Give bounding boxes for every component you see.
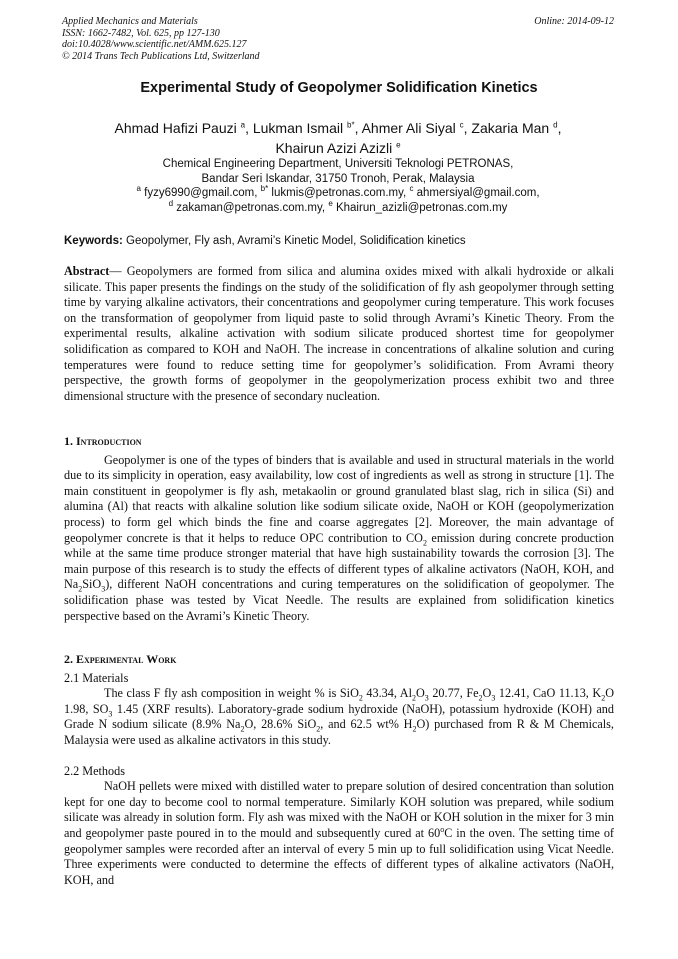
keywords-label: Keywords: bbox=[64, 235, 123, 247]
text-run: O 1.98, SO bbox=[64, 686, 615, 716]
subsection-heading: 2.1 Materials bbox=[64, 670, 129, 685]
journal-name: Applied Mechanics and Materials bbox=[62, 16, 198, 27]
affiliation-line: Chemical Engineering Department, Universiti Teknologi PETRONAS, bbox=[162, 158, 514, 170]
author-list: Ahmad Hafizi Pauzi $^a$, Lukman Ismail $^{b*}$, Ahmer Ali Siyal $^c$, Zakaria Man $^d$, Khairun Azizi Azizli $^e$ bbox=[114, 120, 562, 156]
subscript: 2 bbox=[358, 693, 363, 703]
section-heading bbox=[64, 652, 614, 668]
author-mark: c bbox=[459, 120, 464, 130]
affiliation-line: Bandar Seri Iskandar, 31750 Tronoh, Perak, Malaysia bbox=[201, 172, 475, 185]
text-run: Geopolymer is one of the types of binders that is available and used in structural materials in the world due to its simplicity in operation, easy availability, low cost of ingredients as well as strong in structure [1]. The main constituent in geopolymer is fly ash, metakaolin or ground granulated blast slag, rich in silica (Si) and alumina (Al) that reacts with alkaline solution like sodium silicate oxide, NaOH or KOH (geopolymerization process) to form gel which binds the fine and coarse aggregates [2]. Moreover, the main advantage of geopolymer concrete is that it helps to reduce OPC contribution to CO bbox=[64, 452, 614, 545]
abstract-text: — Geopolymers are formed from silica and alumina oxides mixed with alkali hydroxide or alkali silicate. This paper presents the findings on the study of the solidification of fly ash geopolymer through setting time by varying alkaline activators, their concentrations and geopolymer curing temperature. This work focuses on the transformation of geopolymer from liquid paste to solid through Avrami’s Kinetic Theory. From the experimental results, alkaline activation with sodium silicate produced shortest time for geopolymer solidification as compared to KOH and NaOH. The increase in concentrations of alkaline solution and curing temperatures were found to reduce setting time for geopolymer’s solidification. From Avrami theory perspective, the growth forms of geopolymer in the geopolymerization process exhibit two and three dimensional structure with the presence of secondary nucleation. bbox=[64, 264, 614, 403]
subsection-heading: 2.2 Methods bbox=[64, 763, 125, 778]
email-mark: a bbox=[136, 184, 141, 194]
email-mark: c bbox=[409, 184, 414, 194]
subscript: 2 bbox=[411, 693, 416, 703]
issn-line: ISSN: 1662-7482, Vol. 625, pp 127-130 bbox=[62, 27, 220, 39]
author-name: Ahmer Ali Siyal bbox=[361, 120, 456, 136]
paragraph bbox=[64, 453, 614, 625]
subscript: 2 bbox=[78, 584, 83, 594]
affiliation-block bbox=[62, 157, 614, 215]
keywords-text: Geopolymer, Fly ash, Avrami’s Kinetic Model, Solidification kinetics bbox=[126, 235, 466, 247]
paper-title: Experimental Study of Geopolymer Solidification Kinetics bbox=[140, 80, 538, 96]
author-name: Khairun Azizi Azizli bbox=[275, 140, 393, 156]
abstract-label: Abstract bbox=[64, 264, 110, 278]
abstract bbox=[64, 264, 614, 404]
email-line bbox=[62, 186, 614, 201]
subscript: 3 bbox=[108, 709, 113, 719]
subscript: 3 bbox=[101, 584, 106, 594]
email-mark: d bbox=[168, 198, 174, 208]
text-run: The class F fly ash composition in weight % is SiO bbox=[104, 686, 359, 701]
text-run: NaOH pellets were mixed with distilled water to prepare solution of desired concentration than solution kept for one day to become cool to normal temperature. Similarly KOH solution was prepared, while sodium silicate was already in solution form. Fly ash was mixed with the NaOH or KOH solution in the mixer for 3 min and geopolymer paste poured in to the mould and subsequently cured at 60 bbox=[64, 779, 614, 840]
subscript: 2 bbox=[240, 724, 245, 734]
subscript: 2 bbox=[478, 693, 483, 703]
author-mark: d bbox=[553, 120, 558, 130]
subscript: 2 bbox=[412, 724, 417, 734]
section-title: Introduction bbox=[76, 434, 142, 448]
email-b: lukmis@petronas.com.my, bbox=[271, 187, 407, 199]
text-run: O) purchased from R & M Chemicals, Malaysia were used as alkaline activators in this study. bbox=[64, 717, 614, 747]
text-run: 43.34, Al bbox=[362, 686, 412, 701]
section-number: 2. bbox=[64, 652, 73, 666]
email-line bbox=[62, 198, 614, 216]
email-mark: b* bbox=[260, 184, 269, 194]
section-title: Experimental Work bbox=[76, 652, 177, 666]
text-run: 20.77, Fe bbox=[428, 686, 479, 701]
online-date: Online: 2014-09-12 bbox=[534, 16, 614, 27]
text-run: O bbox=[482, 686, 492, 701]
author-mark: e bbox=[396, 140, 401, 150]
section-heading bbox=[64, 434, 614, 450]
text-run: emission during concrete production while at the same time produce stronger material that have high sustainability towards the corrosion [3]. The main purpose of this research is to study the effects of different types of alkaline activators (NaOH, KOH, and Na bbox=[64, 530, 614, 592]
author-name: Ahmad Hafizi Pauzi bbox=[114, 120, 237, 136]
subscript: 3 bbox=[424, 693, 429, 703]
text-run: O, 28.6% SiO bbox=[244, 717, 317, 732]
keywords bbox=[64, 235, 614, 247]
journal-header bbox=[62, 16, 260, 62]
paragraph bbox=[64, 779, 614, 888]
text-run: 12.41, CaO 11.13, K bbox=[495, 686, 602, 701]
email-a: fyzy6990@gmail.com, bbox=[144, 187, 258, 199]
author-name: Zakaria Man bbox=[471, 120, 550, 136]
text-run: O bbox=[415, 686, 425, 701]
text-run: , and 62.5 wt% H bbox=[320, 717, 413, 732]
email-mark: e bbox=[328, 198, 333, 208]
email-e: Khairun_azizli@petronas.com.my bbox=[335, 201, 508, 214]
author-mark: b* bbox=[347, 120, 355, 130]
email-d: zakaman@petronas.com.my, bbox=[176, 201, 326, 214]
text-run: 1.45 (XRF results). Laboratory-grade sodium hydroxide (NaOH), potassium hydroxide (KOH) and Grade N sodium silicate (8.9% Na bbox=[64, 701, 614, 732]
author-mark: a bbox=[240, 120, 246, 130]
text-run: ), different NaOH concentrations and curing temperatures on the solidification of geopolymer. The solidification phase was tested by Vicat Needle. The results are explained from solidification kinetics perspective based on the Avrami’s Kinetic Theory. bbox=[64, 577, 614, 623]
subscript: 2 bbox=[422, 538, 427, 547]
author-name: Lukman Ismail bbox=[252, 120, 344, 136]
section-experimental bbox=[64, 652, 614, 888]
text-run: C in the oven. The setting time of geopolymer samples were recorded after an interval of every 5 min up to full solidification using Vicat Needle. Three experiments were conducted to determine the effects of different types of alkaline activators (NaOH, KOH, and bbox=[64, 825, 614, 887]
subscript: 2 bbox=[601, 693, 606, 703]
text-run: SiO bbox=[82, 577, 102, 592]
section-number: 1. bbox=[64, 434, 73, 448]
section-introduction bbox=[64, 434, 614, 624]
email-c: ahmersiyal@gmail.com, bbox=[416, 187, 540, 199]
copyright-line: © 2014 Trans Tech Publications Ltd, Switzerland bbox=[62, 50, 260, 62]
superscript: o bbox=[440, 824, 445, 834]
doi-line: doi:10.4028/www.scientific.net/AMM.625.127 bbox=[62, 39, 247, 50]
subscript: 3 bbox=[491, 693, 496, 703]
paragraph bbox=[64, 686, 614, 748]
subscript: 2 bbox=[316, 724, 321, 734]
